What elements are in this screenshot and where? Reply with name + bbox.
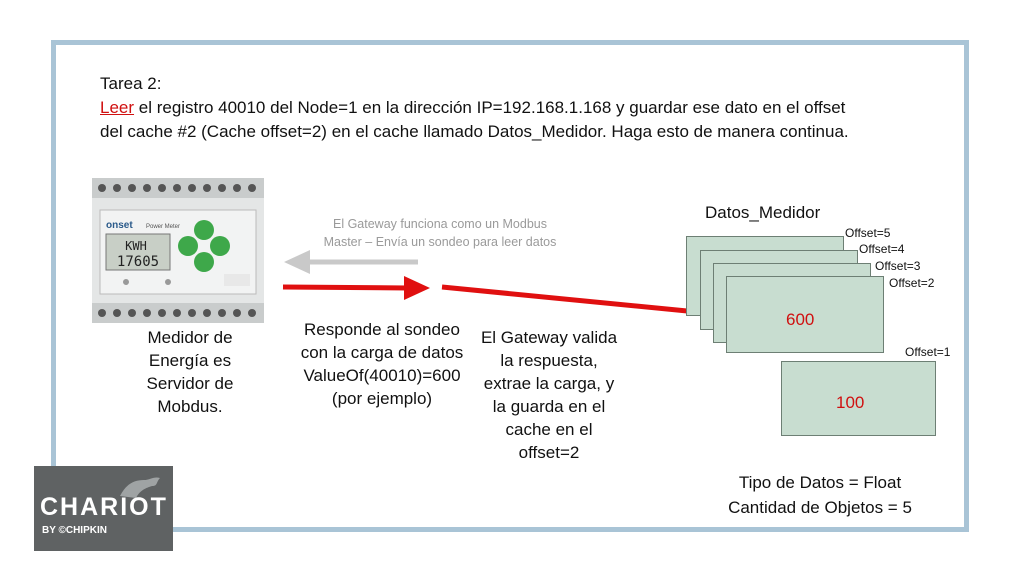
cache-info: [700, 470, 940, 520]
data-type-label: Tipo de Datos = Float: [738, 473, 902, 492]
meter-model: Power Meter: [146, 224, 181, 230]
meter-caption-line: Servidor de: [146, 374, 234, 393]
meter-lcd-value: 17605: [116, 254, 160, 270]
validate-line: offset=2: [518, 443, 580, 462]
task-line-2: del cache #2 (Cache offset=2) en el cache llamado Datos_Medidor. Haga esto de manera continua.: [100, 122, 849, 141]
logo-wordmark: CHARIOT: [40, 493, 168, 521]
validate-line: la guarda en el: [492, 397, 606, 416]
cache-value-offset-2: 600: [786, 310, 815, 329]
response-text: [288, 318, 476, 410]
offset-label-1: Offset=1: [905, 345, 951, 359]
offset-label-4: Offset=4: [859, 242, 905, 256]
response-line: con la carga de datos: [300, 343, 464, 362]
cache-title: Datos_Medidor: [705, 203, 821, 222]
meter-lcd-unit: KWH: [125, 239, 147, 253]
offset-label-3: Offset=3: [875, 259, 921, 273]
validate-line: la respuesta,: [500, 351, 598, 370]
response-line: (por ejemplo): [331, 389, 433, 408]
response-line: Responde al sondeo: [304, 320, 460, 339]
logo-byline: BY ©CHIPKIN: [42, 525, 107, 536]
object-count-label: Cantidad de Objetos = 5: [728, 498, 912, 517]
chariot-logo: [34, 466, 173, 551]
response-arrow-shaft: [283, 287, 408, 288]
validate-line: cache en el: [505, 420, 593, 439]
poll-arrow-head: [284, 250, 310, 274]
gateway-validate-text: [466, 326, 632, 464]
cache-value-offset-1: 100: [836, 393, 865, 412]
leer-link[interactable]: Leer: [100, 98, 135, 117]
offset-label-2: Offset=2: [889, 276, 935, 290]
validate-line: El Gateway valida: [480, 328, 618, 347]
validate-line: extrae la carga, y: [483, 374, 615, 393]
offset-label-5: Offset=5: [845, 226, 891, 240]
gateway-note-line: Master – Envía un sondeo para leer datos: [323, 235, 557, 249]
response-line: ValueOf(40010)=600: [303, 366, 461, 385]
task-heading: Tarea 2:: [100, 74, 162, 93]
meter-caption-line: Mobdus.: [157, 397, 223, 416]
meter-caption-line: Energía es: [148, 351, 232, 370]
task-line-1-rest: el registro 40010 del Node=1 en la dirección IP=192.168.1.168 y guardar ese dato en el offset: [134, 98, 846, 117]
meter-brand: onset: [106, 220, 133, 231]
response-arrow-head: [404, 276, 430, 300]
gateway-note-line: El Gateway funciona como un Modbus: [332, 217, 547, 231]
meter-caption-line: Medidor de: [147, 328, 233, 347]
